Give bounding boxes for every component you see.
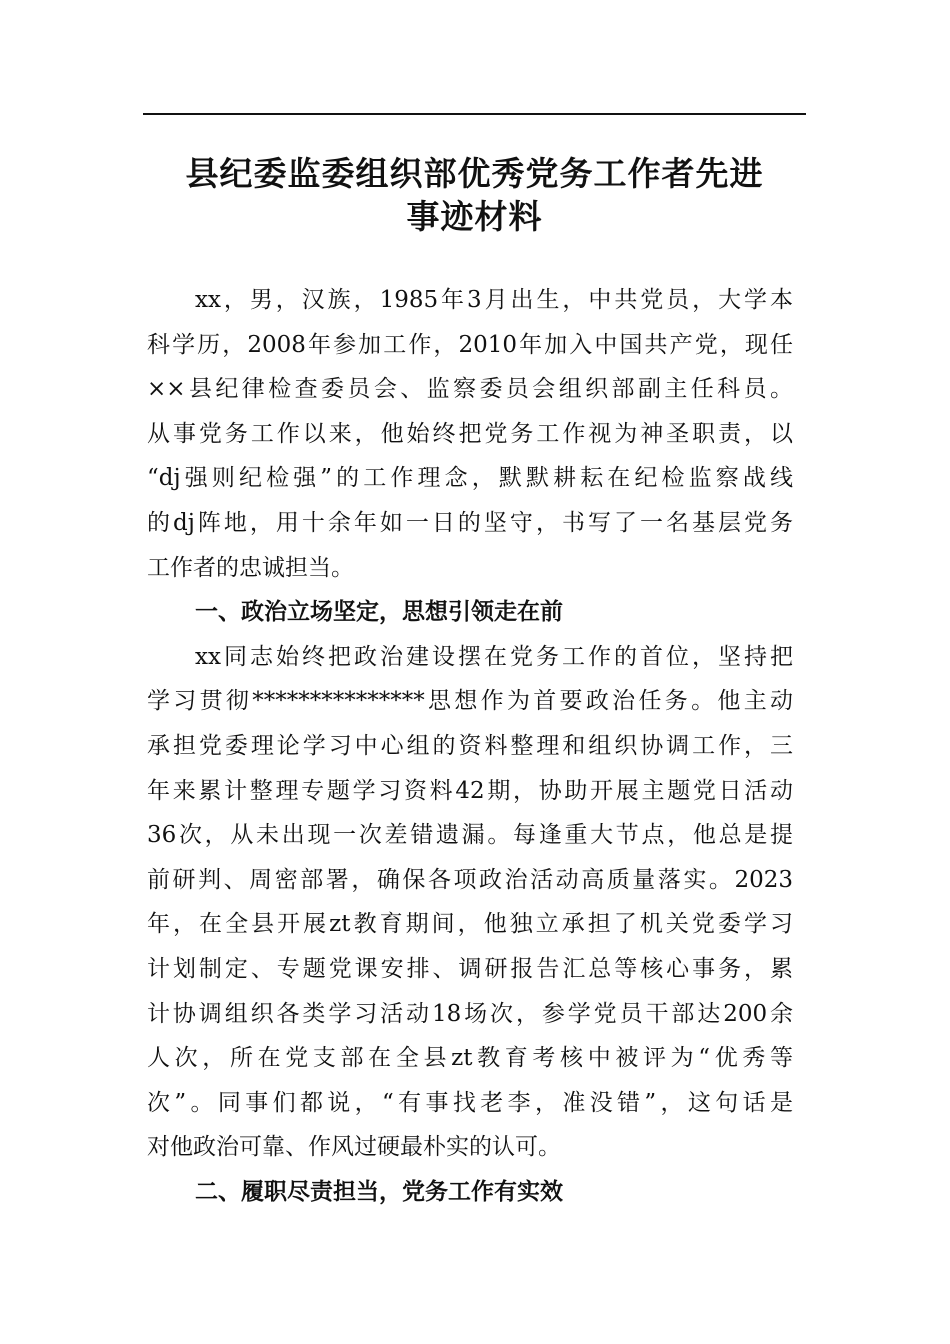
heading-text: 一、政治立场坚定，思想引领走在前 xyxy=(195,599,563,626)
paragraph-line: 人次，所在党支部在全县zt教育考核中被评为“优秀等 xyxy=(147,1045,793,1072)
paragraph-line: ××县纪律检查委员会、监察委员会组织部副主任科员。 xyxy=(147,376,793,403)
paragraph xyxy=(147,635,793,1170)
header-rule xyxy=(143,113,806,115)
title-line-2: 事迹材料 xyxy=(406,197,543,236)
paragraph-line: 计划制定、专题党课安排、调研报告汇总等核心事务，累 xyxy=(147,955,793,982)
title-line-1: 县纪委监委组织部优秀党务工作者先进 xyxy=(185,154,764,193)
document-title xyxy=(143,152,806,238)
paragraph-line: 承担党委理论学习中心组的资料整理和组织协调工作，三 xyxy=(147,732,793,759)
paragraph-line: 从事党务工作以来，他始终把党务工作视为神圣职责，以 xyxy=(147,420,793,447)
paragraph-line: “dj强则纪检强”的工作理念，默默耕耘在纪检监察战线 xyxy=(147,465,793,492)
paragraph-line: 学习贯彻***************思想作为首要政治任务。他主动 xyxy=(147,688,793,715)
paragraph-line: 次”。同事们都说，“有事找老李，准没错”，这句话是 xyxy=(147,1089,793,1116)
paragraph-line: 工作者的忠诚担当。 xyxy=(147,554,354,581)
paragraph-line: 36次，从未出现一次差错遗漏。每逢重大节点，他总是提 xyxy=(147,822,793,849)
paragraph-line: 计协调组织各类学习活动18场次，参学党员干部达200余 xyxy=(147,1000,793,1027)
paragraph-line: xx，男，汉族，1985年3月出生，中共党员，大学本 xyxy=(195,287,793,313)
section-heading xyxy=(147,590,793,635)
paragraph-line: 年来累计整理专题学习资料42期，协助开展主题党日活动 xyxy=(147,777,793,804)
paragraph-line: 前研判、周密部署，确保各项政治活动高质量落实。2023 xyxy=(147,866,793,893)
paragraph-line: 对他政治可靠、作风过硬最朴实的认可。 xyxy=(147,1134,561,1161)
paragraph-line: xx同志始终把政治建设摆在党务工作的首位，坚持把 xyxy=(195,643,793,670)
heading-text: 二、履职尽责担当，党务工作有实效 xyxy=(195,1178,563,1205)
paragraph-line: 年，在全县开展zt教育期间，他独立承担了机关党委学习 xyxy=(147,911,793,938)
paragraph-line: 科学历，2008年参加工作，2010年加入中国共产党，现任 xyxy=(147,331,793,358)
section-heading xyxy=(147,1170,793,1215)
paragraph-line: 的dj阵地，用十余年如一日的坚守，书写了一名基层党务 xyxy=(147,509,793,536)
document-body xyxy=(147,278,793,1214)
paragraph xyxy=(147,278,793,590)
